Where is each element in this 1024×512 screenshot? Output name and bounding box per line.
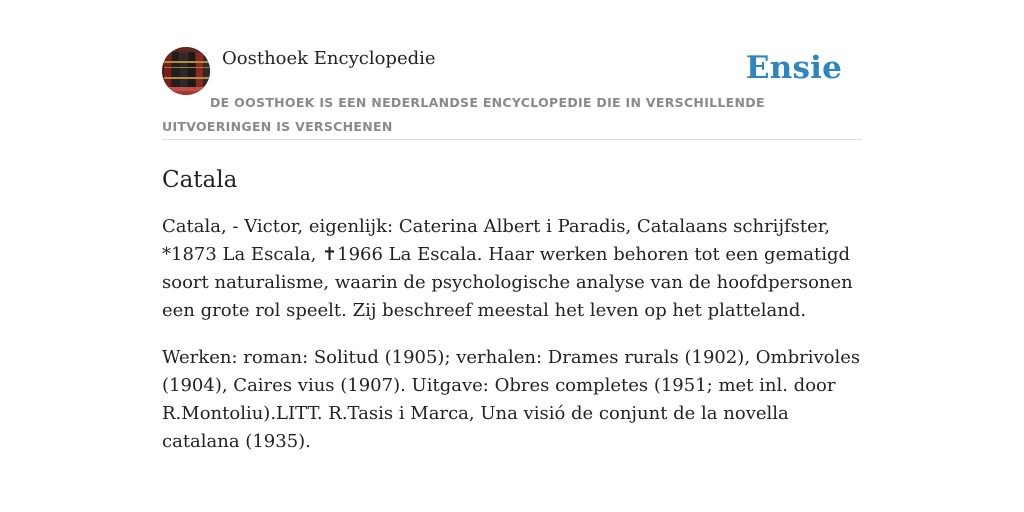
site-tagline: DE OOSTHOEK IS EEN NEDERLANDSE ENCYCLOPEDIE DIE IN VERSCHILLENDE UITVOERINGEN IS VERSCHENEN: [162, 95, 765, 134]
article-paragraph: Werken: roman: Solitud (1905); verhalen: Drames rurals (1902), Ombrivoles (1904), Caires vius (1907). Uitgave: Obres completes (1951; met inl. door R.Montoliu).LITT. R.Tasis i Marca, Una visió de conjunt de la novella catalana (1935).: [162, 347, 861, 452]
site-header: [162, 46, 862, 140]
page-container: [162, 46, 862, 456]
article-paragraph: Catala, - Victor, eigenlijk: Caterina Albert i Paradis, Catalaans schrijfster, *1873 La Escala, ✝1966 La Escala. Haar werken behoren tot een gematigd soort naturalisme, waarin de psychologische analyse van de hoofdpersonen een grote rol speelt. Zij beschreef meestal het leven op het platteland.: [162, 216, 853, 321]
brand-logo[interactable]: Ensie: [745, 50, 842, 86]
article-title: Catala: [162, 167, 238, 193]
site-name[interactable]: Oosthoek Encyclopedie: [222, 48, 436, 69]
book-spines-icon[interactable]: [162, 47, 210, 95]
